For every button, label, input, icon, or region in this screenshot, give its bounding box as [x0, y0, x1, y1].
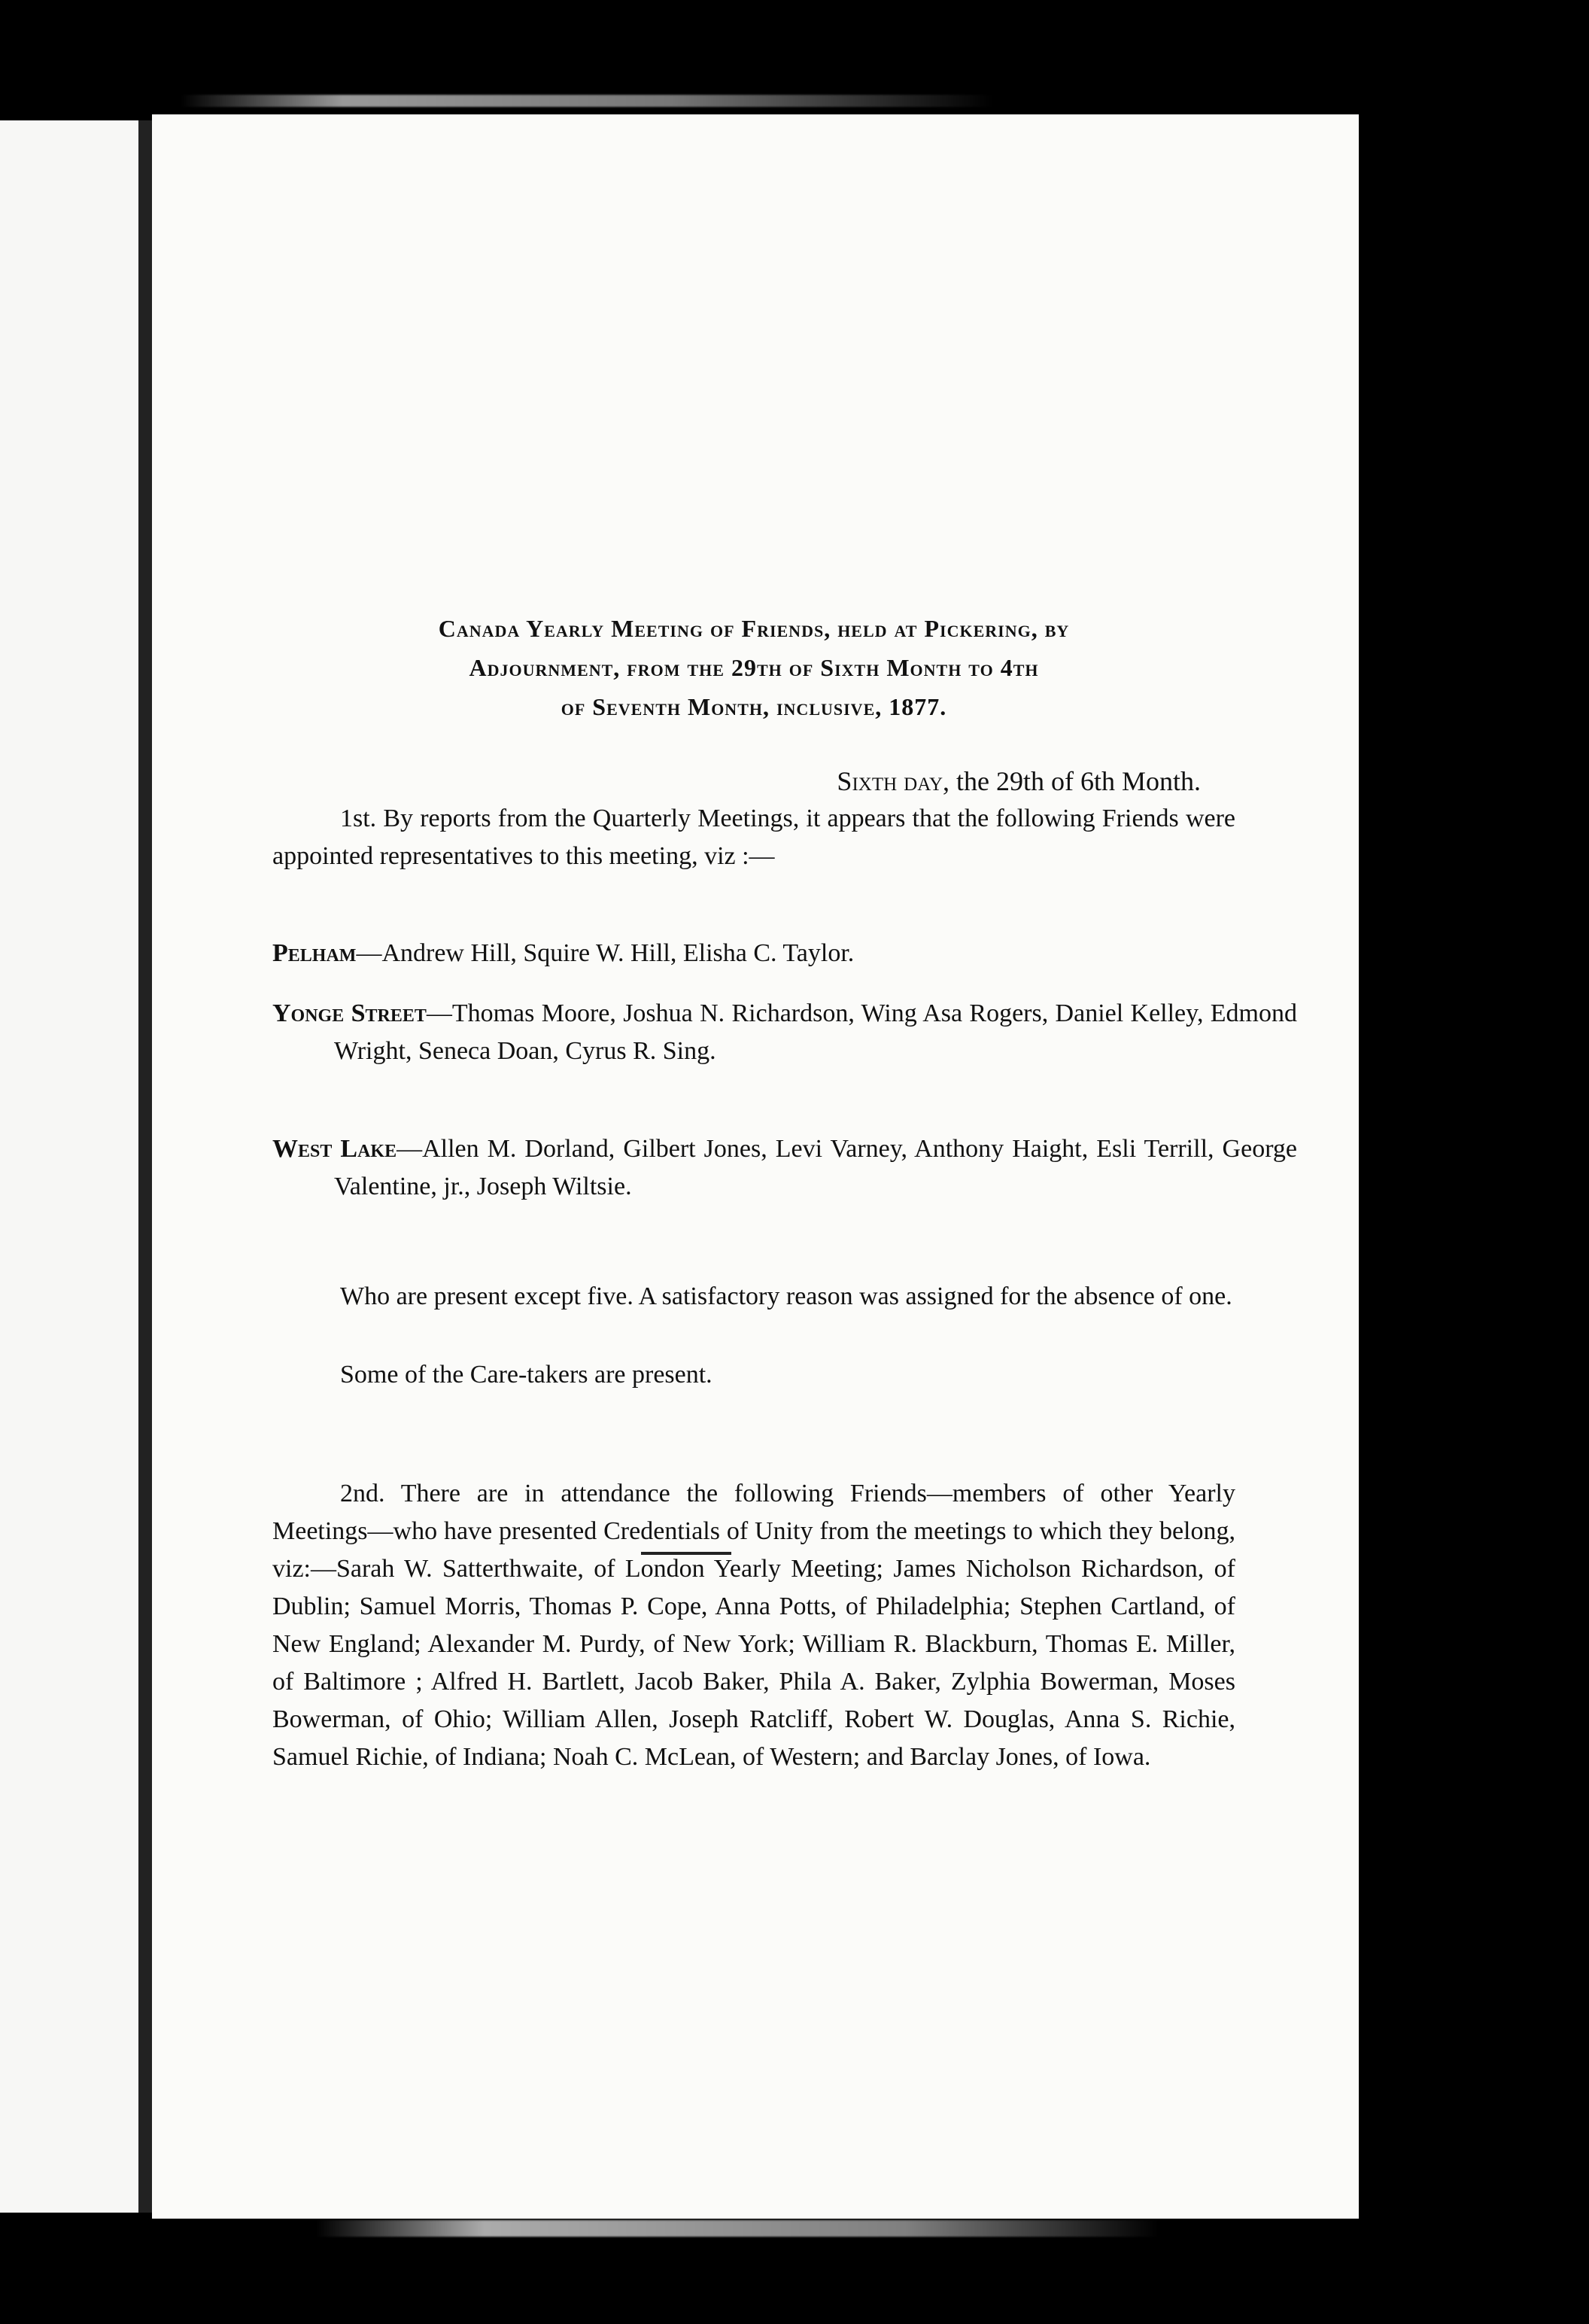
- title-line-1: Canada Yearly Meeting of Friends, held at Pickering, by: [438, 615, 1070, 642]
- meeting-yonge-street: [272, 995, 1297, 1070]
- meeting-pelham: [272, 935, 1297, 972]
- scan-edge-bottom: [316, 2220, 1159, 2237]
- meeting-west-lake: [272, 1130, 1297, 1206]
- meeting-name: Yonge Street: [272, 999, 427, 1027]
- date-line: [837, 762, 1201, 800]
- meeting-members: —Andrew Hill, Squire W. Hill, Elisha C. Taylor.: [356, 939, 855, 967]
- paragraph-second: 2nd. There are in attendance the following Friends—members of other Yearly Meetings—who have presented Credentials of Unity from the meetings to which they belong, viz:—Sarah W. Satterthwaite, of London Yearly Meeting; James Nicholson Richardson, of Dublin; Samuel Morris, Thomas P. Cope, Anna Potts, of Philadelphia; Stephen Cartland, of New England; Alexander M. Purdy, of New York; William R. Blackburn, Thomas E. Miller, of Baltimore ; Alfred H. Bartlett, Jacob Baker, Phila A. Baker, Zylphia Bowerman, Moses Bowerman, of Ohio; William Allen, Joseph Ratcliff, Robert W. Douglas, Anna S. Richie, Samuel Richie, of Indiana; Noah C. McLean, of Western; and Barclay Jones, of Iowa.: [272, 1480, 1235, 1771]
- meeting-name: Pelham: [272, 939, 357, 967]
- meeting-members: —Allen M. Dorland, Gilbert Jones, Levi Varney, Anthony Haight, Esli Terrill, George Valentine, jr., Joseph Wiltsie.: [334, 1135, 1297, 1200]
- adjacent-page-edge: [0, 120, 138, 2213]
- paragraph-first: 1st. By reports from the Quarterly Meetings, it appears that the following Friends were appointed representatives to this meeting, viz :—: [272, 805, 1235, 870]
- document-title: [235, 609, 1273, 726]
- title-line-2: Adjournment, from the 29th of Sixth Month to 4th: [469, 654, 1039, 681]
- title-line-3: of Seventh Month, inclusive, 1877.: [561, 693, 947, 720]
- meeting-name: West Lake: [272, 1135, 397, 1163]
- book-gutter: [138, 120, 152, 2213]
- date-day: Sixth day: [837, 766, 943, 796]
- caretakers-note: Some of the Care-takers are present.: [340, 1361, 712, 1389]
- present-note: Who are present except five. A satisfactory reason was assigned for the absence of one.: [340, 1282, 1232, 1310]
- scan-edge-top: [181, 95, 993, 107]
- date-rest: , the 29th of 6th Month.: [943, 766, 1201, 796]
- document-page: [152, 114, 1359, 2219]
- meeting-members: —Thomas Moore, Joshua N. Richardson, Wing Asa Rogers, Daniel Kelley, Edmond Wright, Seneca Doan, Cyrus R. Sing.: [334, 999, 1297, 1065]
